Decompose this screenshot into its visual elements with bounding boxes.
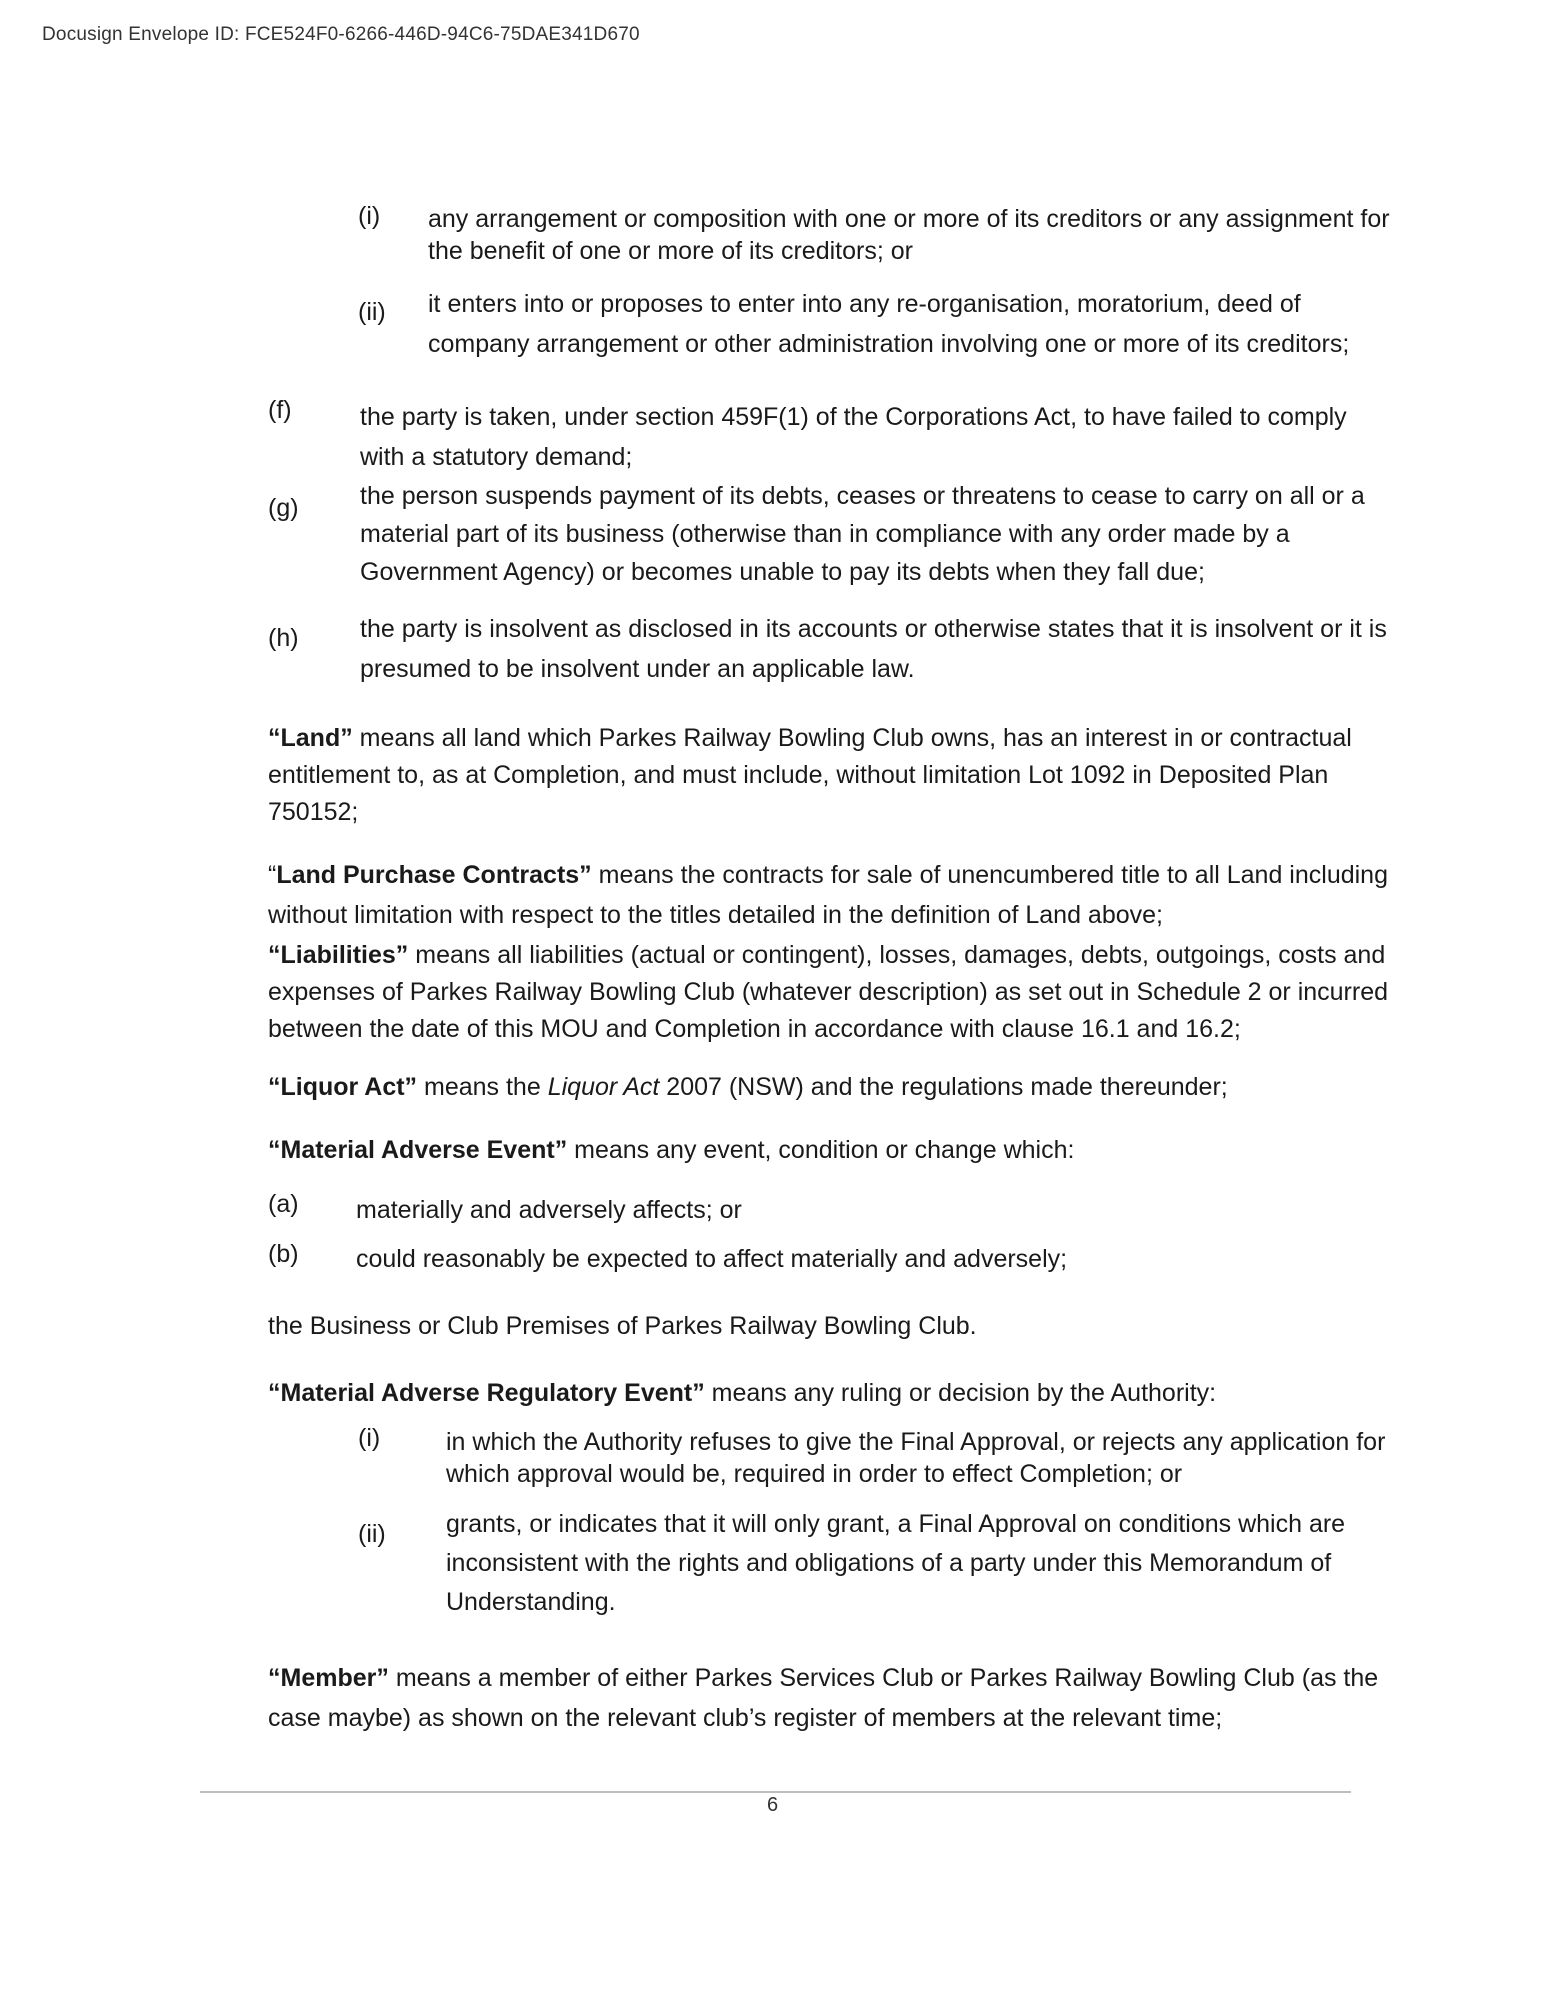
definition-term: “Liquor Act” [268,1073,418,1101]
item-text: materially and adversely affects; or [356,1196,742,1224]
item-text: the party is insolvent as disclosed in its accounts or otherwise states that it is insolvent or it is presumed to be insolvent under an applicable law. [360,615,1387,683]
definition-term: “Material Adverse Event” [268,1136,568,1164]
definition-land-purchase-contracts [268,855,1398,935]
definition-material-adverse-event [268,1134,1398,1167]
item-text: the party is taken, under section 459F(1) of the Corporations Act, to have failed to comply with a statutory demand; [360,403,1347,471]
definition-text: means any ruling or decision by the Authority: [704,1379,1217,1407]
definition-term: Land Purchase Contracts” [276,861,592,889]
item-text: any arrangement or composition with one or more of its creditors or any assignment for the benefit of one or more of its creditors; or [428,205,1390,265]
definition-term: “Member” [268,1664,389,1692]
definition-material-adverse-regulatory-event [268,1377,1398,1410]
item-text: grants, or indicates that it will only grant, a Final Approval on conditions which are inconsistent with the rights and obligations of a party under this Memorandum of Understanding. [446,1510,1346,1616]
item-text: in which the Authority refuses to give the Final Approval, or rejects any application for which approval would be, required in order to effect Completion; or [446,1428,1386,1488]
item-label: (a) [268,1190,299,1218]
item-label: (f) [268,396,292,424]
envelope-id: Docusign Envelope ID: FCE524F0-6266-446D-94C6-75DAE341D670 [42,24,640,45]
item-label: (ii) [358,1520,386,1548]
item-label: (b) [268,1240,299,1268]
definition-liquor-act [268,1071,1398,1104]
definition-text: means all land which Parkes Railway Bowling Club owns, has an interest in or contractual entitlement to, as at Completion, and must include, without limitation Lot 1092 in Deposited Plan 750152; [268,724,1352,826]
item-label: (ii) [358,298,386,326]
definition-text: 2007 (NSW) and the regulations made thereunder; [659,1073,1228,1101]
definition-text: means the [417,1073,548,1101]
definition-term: “Land” [268,724,353,752]
item-text: it enters into or proposes to enter into any re-organisation, moratorium, deed of company arrangement or other administration involving one or more of its creditors; [428,290,1350,358]
definition-text: means all liabilities (actual or contingent), losses, damages, debts, outgoings, costs and expenses of Parkes Railway Bowling Club (whatever description) as set out in Schedule 2 or incurred between the date of this MOU and Completion in accordance with clause 16.1 and 16.2; [268,941,1389,1043]
definition-term: “Material Adverse Regulatory Event” [268,1379,705,1407]
definition-member [268,1658,1398,1738]
item-label: (i) [358,202,381,230]
definition-land [268,720,1390,831]
open-quote: “ [268,861,277,889]
definition-tail: the Business or Club Premises of Parkes Railway Bowling Club. [268,1312,977,1340]
item-label: (h) [268,624,299,652]
item-text: the person suspends payment of its debts, ceases or threatens to cease to carry on all or a material part of its business (otherwise than in compliance with any order made by a Government Agency) or becomes unable to pay its debts when they fall due; [360,482,1365,586]
item-text: could reasonably be expected to affect materially and adversely; [356,1245,1068,1273]
item-label: (g) [268,494,299,522]
definition-text: means the contracts for sale of unencumbered title to all Land including without limitation with respect to the titles detailed in the definition of Land above; [268,861,1388,929]
definition-liabilities [268,937,1398,1048]
footer-divider [200,1791,1351,1793]
definition-text: means any event, condition or change which: [567,1136,1075,1164]
definition-term: “Liabilities” [268,941,409,969]
act-title: Liquor Act [547,1073,660,1101]
page-number: 6 [766,1794,779,1816]
item-label: (i) [358,1424,381,1452]
definition-text: means a member of either Parkes Services Club or Parkes Railway Bowling Club (as the case maybe) as shown on the relevant club’s register of members at the relevant time; [268,1664,1379,1732]
